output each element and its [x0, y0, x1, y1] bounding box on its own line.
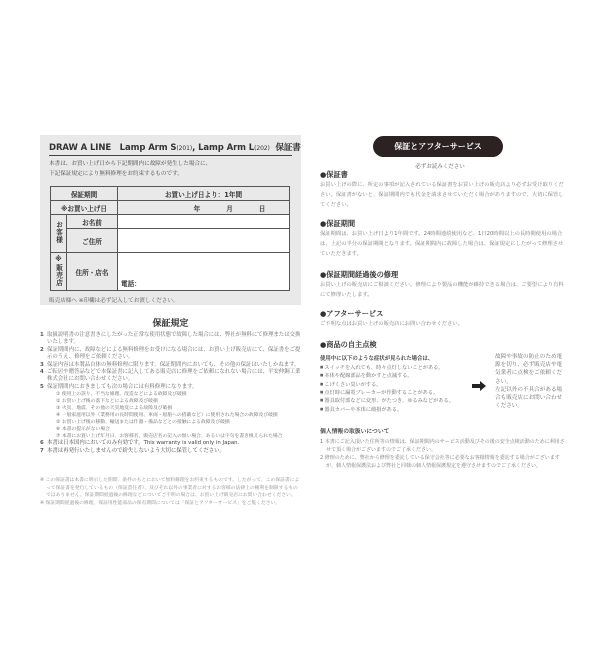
section-heading: ●保証書	[320, 170, 348, 179]
period-value: お買い上げ日より：1年間	[118, 187, 290, 201]
privacy-heading: 個人情報の取扱いについて	[320, 429, 390, 435]
rule-sub-item: ② お買い上げ後の落下などによる故障及び破損	[56, 399, 158, 405]
rule-number: 5	[40, 383, 44, 390]
advice-text: 故障や事故の防止のため電源を切り、必ず販売店や電気業者に点検をご依頼ください。	[495, 354, 563, 385]
rule-text: 本書は日本国内においてのみ有効です。This warranty is valid only in Japan.	[47, 440, 240, 447]
service-section	[320, 309, 565, 329]
year-label: 年	[193, 204, 201, 213]
note: ※ 保証期間経過後の修理、保証用性能部品の保有期間については「保証とアフターサービス」をご覧ください。	[40, 500, 281, 506]
warranty-card	[40, 135, 301, 305]
symptom: ■ 点灯時に漏電ブレーカーが作動することがある。	[320, 389, 460, 397]
rule-number: 4	[40, 369, 44, 376]
rule-item	[40, 332, 302, 347]
section-heading: ●保証期間	[320, 219, 356, 228]
card-title: DRAW A LINE Lamp Arm S(201), Lamp Arm L(202) 保証書	[49, 141, 292, 156]
rule-text: 取扱説明書の注意書きにしたがった正常な使用状態で故障した場合には、弊社が無料にて修理または交換いたします。	[47, 332, 301, 346]
privacy-item: 1 本書にご記入頂いた住所等の情報は、保証期間内のサービス活動及びその後の安全点検活動のために利用させて頂く場合がございますのでご了承ください。	[320, 439, 565, 453]
service-title: 保証とアフターサービス	[373, 136, 503, 157]
inspection-section	[320, 340, 565, 420]
rule-sub-item: ④ 一般家庭用以外（業務用の長時間使用、車両・船舶への搭載など）に使用された場合の故障及び破損	[56, 413, 278, 419]
symptom: ■ こげくさい臭いがする。	[320, 381, 460, 389]
name-label: お名前	[67, 215, 118, 229]
card-heading: 保証書	[275, 143, 301, 153]
name-field[interactable]	[118, 215, 290, 229]
rule-text: 本書は再発行いたしませんので紛失しないよう大切に保管してください。	[47, 447, 225, 454]
service-subtitle: 必ずお読みください	[415, 164, 465, 170]
section-text: お買い上げの際に、所定の事項が記入されている保証書をお買い上げの販売店より必ずお受け取りください。保証書がないと、保証期間内でも代金を請求させていただく場合がありますので、大切に保管してください。	[320, 182, 564, 208]
section-text: ご不明な点はお買い上げの販売店にお問い合わせください。	[320, 321, 464, 327]
rule-item	[40, 448, 302, 455]
phone-label: 電話：	[121, 280, 141, 288]
inspection-lead: 使用中に以下のような症状が見られた場合は、	[320, 356, 434, 362]
section-text: 保証期間は、お買い上げ日より1年間です。24時間連続使用など、1日20時間以上の長時間使用の場合は、上記の半分の保証期間となります。保証期間内に故障した場合は、保証規定にしたがって修理させていただきます。	[320, 231, 564, 257]
rule-sub-item: ⑥ 本書の提示がない場合	[56, 427, 110, 433]
code-s: (201)	[176, 145, 193, 152]
service-section	[320, 270, 565, 300]
privacy-item: 2 修理のために、弊社から修理を委託している保守会社等に必要なお客様情報を委託する場合がございますが、個人情報保護法および弊社と同様の個人情報保護規定を遵守させますのでご了承ください。	[320, 455, 560, 469]
rule-item	[40, 440, 302, 447]
store-address-label: 住所・店名	[67, 253, 118, 291]
rule-text: 保証期間内に、故障などによる無料修理をお受けになる場合には、お買い上げ販売店にて、保証書をご提示のうえ、修理をご依頼ください。	[47, 346, 301, 361]
rule-item	[40, 347, 302, 362]
store-label: ※販売店	[54, 254, 63, 287]
rule-text: ご転居や贈答品などで本保証書に記入してある販売店に修理をご依頼になれない場合には、平安伸銅工業株式会社にお問い合わせください。	[47, 369, 301, 383]
symptom: ■ 器具取付部などに変形、がたつき、ゆるみなどがある。	[320, 397, 460, 405]
product-l: Lamp Arm L	[198, 143, 255, 153]
rule-item	[40, 362, 302, 369]
intro-line: 下記保証規定により無料修理をお約束するものです。	[49, 170, 183, 177]
section-heading: ●商品の自主点検	[320, 340, 377, 349]
card-intro	[49, 160, 294, 179]
purchase-date-field[interactable]	[118, 201, 290, 215]
rule-text: 保証期間内におきましても次の場合には有料修理になります。	[47, 383, 198, 390]
store-field[interactable]	[118, 253, 290, 291]
rule-item	[40, 369, 302, 384]
privacy-section	[320, 426, 565, 470]
card-footnote: 販売店様へ ※印欄は必ず記入してお渡しください。	[49, 298, 179, 304]
section-text: お買い上げの販売店にご相談ください。修理により製品の機能が維持できる場合は、ご要望により有料にて修理いたします。	[320, 282, 564, 298]
rules-notes	[40, 477, 300, 507]
inspection-advice	[495, 353, 565, 410]
rule-text: 保証内容は本製品自体の無料修理に限ります。保証期間内においても、その他の保証はいたしかねます。	[47, 361, 300, 368]
address-field[interactable]	[118, 229, 290, 253]
product-s: Lamp Arm S	[119, 143, 177, 153]
period-label: 保証期間	[51, 187, 118, 201]
service-section	[320, 219, 565, 259]
rule-number: 3	[40, 361, 44, 368]
symptom: ■ 器具カバーや本体に破損がある。	[320, 406, 460, 414]
service-section	[320, 170, 565, 210]
code-l: (202)	[254, 145, 270, 152]
advice-text: 左記以外の不具合がある場合も販売店にお問い合わせください。	[495, 386, 563, 410]
note: ※ この保証書は本書に明示した期間、条件のもとにおいて無料修理をお約束するものです。したがって、この保証書によって保証書を発行しているもの（保証責任者）、及びそれ以外の事業者に対するお客様の法律上の権利を制限するものではありません。保証期間経過後の修理などについてご不明の場合は、お買い上げ販売店にお問い合わせください。	[40, 478, 300, 498]
rule-sub-item: ⑤ お買い上げ後の移動、輸送または什器・備品などとの接触による故障及び破損	[56, 420, 230, 426]
section-heading: ●保証期間経過後の修理	[320, 270, 399, 279]
intro-line: 本書は、お買い上げ日から下記期間内に故障が発生した場合に、	[49, 161, 212, 167]
address-label: ご住所	[67, 229, 118, 253]
rule-sub-item: ⑦ 本書にお買い上げ年月日、お客様名、販売店名の記入の無い場合、あるいは字句を書き換えられた場合	[56, 434, 283, 440]
brand: DRAW A LINE	[49, 143, 112, 153]
rule-sub-item: ① 使用上の誤り、不当な修理、改造などによる故障及び破損	[56, 392, 187, 398]
rule-number: 7	[40, 447, 44, 454]
rules-list	[40, 332, 302, 455]
purchase-date-label: ※お買い上げ日	[51, 201, 118, 215]
rule-sub-item: ③ 火災、地震、その他の天災地変による故障及び破損	[56, 406, 173, 412]
rules-heading: 保証規定	[152, 319, 189, 329]
rule-number: 2	[40, 346, 44, 353]
day-label: 日	[258, 204, 266, 213]
symptom-list	[320, 364, 460, 414]
customer-label: お客様	[54, 221, 63, 244]
symptom: ■ スイッチを入れても、時々点灯しないことがある。	[320, 364, 460, 372]
month-label: 月	[226, 204, 233, 213]
warranty-table	[50, 186, 290, 291]
rule-item	[40, 384, 302, 440]
rule-number: 1	[40, 332, 44, 338]
rule-number: 6	[40, 440, 44, 447]
symptom: ■ 本体や配線部品を動かすと点滅する。	[320, 372, 460, 380]
section-heading: ●アフターサービス	[320, 309, 384, 318]
arrow-right-icon	[472, 376, 486, 395]
